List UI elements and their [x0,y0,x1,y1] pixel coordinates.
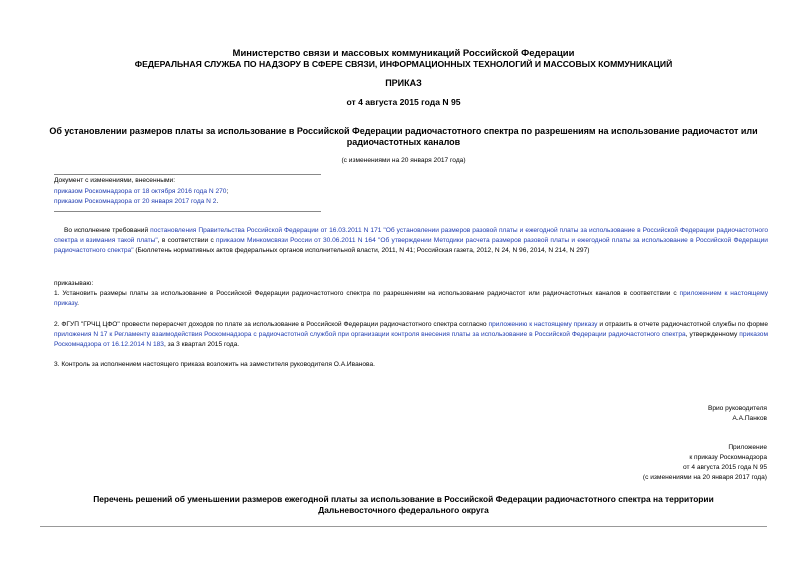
signature-position: Врио руководителя [707,405,767,412]
item-2-paragraph: 2. ФГУП "ГРЧЦ ЦФО" провести перерасчет доходов по плате за использование в Российской Федерации радиочастотного спектра согласно приложению к настоящему приказу и отразить в отчете радиочастотной службы по форме приложения N 17 к Регламенту взаимодействия Роскомнадзора с радиочастотной службой при организации контроля внесения платы за использование в Российской Федерации радиочастотного спектра, утвержденному приказом Роскомнадзора от 16.12.2014 N 183, за 3 квартал 2015 года. [54,321,768,348]
appendix-header [643,443,767,483]
signature-name: А.А.Панков [732,415,767,422]
changes-item: приказом Роскомнадзора от 20 января 2017 года N 2. [54,198,219,205]
item-1-paragraph: 1. Установить размеры платы за использование в Российской Федерации радиочастотного спектра по разрешениям на использование радиочастот или радиочастотных каналов в соответствии с приложением к настоящему приказу. [54,290,768,307]
government-decree-link[interactable]: постановления Правительства Российской Федерации от 16.03.2011 N 171 "Об установлении размеров разовой платы и ежегодной платы за использование в Российской Федерации радиочастотного спектра и взимания такой платы" [54,227,768,244]
document-type: ПРИКАЗ [385,78,422,88]
appendix-title-line-2: Дальневосточного федерального округа [318,505,489,515]
bottom-divider [40,526,767,527]
change-link-2[interactable]: приказом Роскомнадзора от 20 января 2017 года N 2 [54,198,217,205]
prikazyvayu-text: приказываю: [54,280,94,287]
appendix-link-2[interactable]: приложению к настоящему приказу [488,321,598,328]
roskomnadzor-order-link[interactable]: приказом Роскомнадзора от 16.12.2014 N 183 [54,331,768,348]
document-title-line-1: Об установлении размеров платы за использование в Российской Федерации радиочастотного спектра по разрешениям на использование радиочастот или [49,126,758,136]
preamble-paragraph: Во исполнение требований постановления Правительства Российской Федерации от 16.03.2011 N 171 "Об установлении размеров разовой платы и ежегодной платы за использование в Российской Федерации радиочастотного спектра и взимания такой платы", в соответствии с приказом Минкомсвязи России от 30.06.2011 N 164 "Об утверждении Методики расчета размеров разовой платы и ежегодной платы за использование в Российской Федерации радиочастотного спектра" (Бюллетень нормативных актов федеральных органов исполнительной власти, 2011, N 41; Российская газета, 2012, N 24, N 96, 2014, N 214, N 297) [54,227,768,254]
appendix-label: Приложение [728,444,767,451]
revision-note: (с изменениями на 20 января 2017 года) [341,157,466,164]
changes-item: приказом Роскомнадзора от 18 октября 2016 года N 270; [54,187,229,195]
appendix-link[interactable]: приложением к настоящему приказу [54,290,768,307]
document-title-line-2: радиочастотных каналов [346,137,461,147]
changes-top-divider [54,174,321,175]
ministry-order-link[interactable]: приказом Минкомсвязи России от 30.06.2011 N 164 "Об утверждении Методики расчета размеров разовой платы и ежегодной платы за использование в Российской Федерации радиочастотного спектра" [54,237,768,254]
item-3-paragraph: 3. Контроль за исполнением настоящего приказа возложить на заместителя руководителя О.А.Иванова. [54,361,375,368]
changes-block [54,176,354,208]
ministry-name: Министерство связи и массовых коммуникаций Российской Федерации [232,48,575,59]
signature-block [708,404,767,424]
appendix-line-1: к приказу Роскомнадзора [689,454,767,461]
document-title [40,126,767,148]
change-link-1[interactable]: приказом Роскомнадзора от 18 октября 2016 года N 270 [54,187,227,195]
service-name: ФЕДЕРАЛЬНАЯ СЛУЖБА ПО НАДЗОРУ В СФЕРЕ СВЯЗИ, ИНФОРМАЦИОННЫХ ТЕХНОЛОГИЙ И МАССОВЫХ КОММУНИКАЦИЙ [134,59,673,69]
appendix-line-2: от 4 августа 2015 года N 95 [683,464,767,471]
document-date: от 4 августа 2015 года N 95 [346,97,461,107]
appendix-line-3: (с изменениями на 20 января 2017 года) [642,474,767,481]
changes-intro: Документ с изменениями, внесенными: [54,177,176,184]
appendix-title [40,494,767,516]
regulation-appendix-link[interactable]: приложения N 17 к Регламенту взаимодействия Роскомнадзора с радиочастотной службой при организации контроля внесения платы за использование в Российской Федерации радиочастотного спектра [54,331,686,338]
changes-bottom-divider [54,211,321,212]
appendix-title-line-1: Перечень решений об уменьшении размеров ежегодной платы за использование в Российской Федерации радиочастотного спектра на территории [93,494,714,504]
